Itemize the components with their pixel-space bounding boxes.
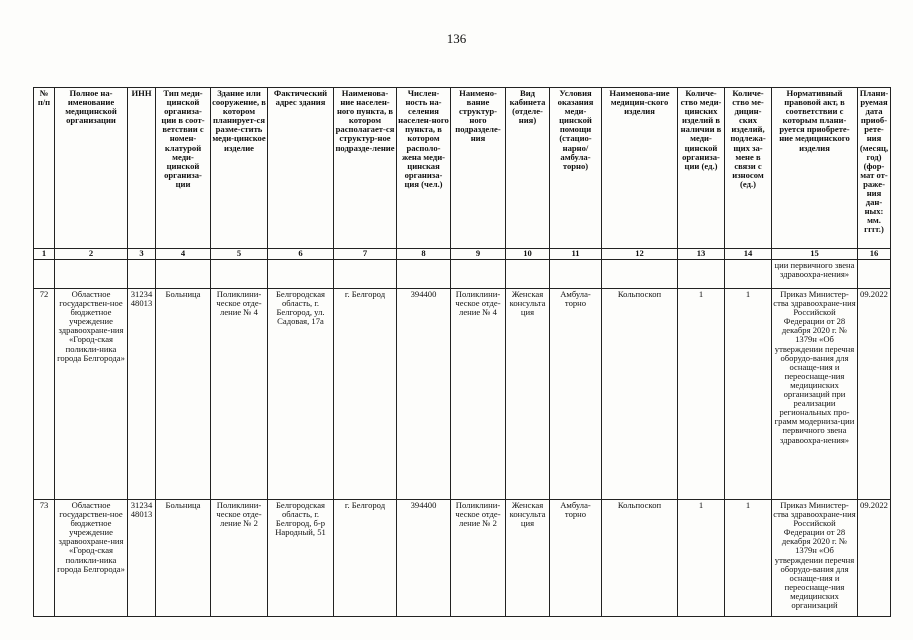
column-number: 15 [772, 249, 858, 260]
care-conditions: Амбула-торно [550, 500, 602, 617]
column-number: 8 [397, 249, 451, 260]
cabinet-type: Женская консульта ция [506, 289, 550, 500]
col-header: ИНН [128, 88, 156, 249]
settlement: г. Белгород [334, 500, 397, 617]
row-number: 73 [34, 500, 55, 617]
address: Белгородская область, г. Белгород, ул. Садовая, 17а [268, 289, 334, 500]
purchase-date: 09.2022 [858, 500, 891, 617]
building: Поликлини-ческое отде-ление № 2 [211, 500, 268, 617]
page-number: 136 [446, 31, 467, 46]
qty-replace: 1 [725, 500, 772, 617]
col-header: Нормативный правовой акт, в соответствии с которым плани-руется приобрете-ние медицинского изделия [772, 88, 858, 249]
address: Белгородская область, г. Белгород, б-р Народный, 51 [268, 500, 334, 617]
column-number: 12 [602, 249, 678, 260]
col-header: Фактический адрес здания [268, 88, 334, 249]
col-header: Наименова-ние медицин-ского изделия [602, 88, 678, 249]
column-number-row [34, 249, 891, 260]
org-type: Больница [156, 500, 211, 617]
medical-equipment-table [33, 87, 891, 617]
col-header: Вид кабинета (отделе-ния) [506, 88, 550, 249]
qty-replace: 1 [725, 289, 772, 500]
col-header: Наимено-вание структур-ного подразделе-ния [451, 88, 506, 249]
population: 394400 [397, 500, 451, 617]
building: Поликлини-ческое отде-ление № 4 [211, 289, 268, 500]
legal-act: Приказ Министер-ства здравоохране-ния Российской Федерации от 28 декабря 2020 г. № 1379н «Об утверждении перечня оборудо-вания для оснаще-ния и переоснаще-ния медицинских организаций [772, 500, 858, 617]
column-number: 6 [268, 249, 334, 260]
settlement: г. Белгород [334, 289, 397, 500]
population: 394400 [397, 289, 451, 500]
organization-name: Областное государствен-ное бюджетное учреждение здравоохране-ния «Город-ская поликли-ника города Белгорода» [55, 289, 128, 500]
column-number: 13 [678, 249, 725, 260]
column-number: 11 [550, 249, 602, 260]
col-header: Плани-руемая дата приоб-ретe-ния (месяц, год) (фор-мат от-раже-ния дан-ных: мм. гггг.) [858, 88, 891, 249]
column-number: 14 [725, 249, 772, 260]
inn: 3123448013 [128, 500, 156, 617]
structural-unit: Поликлини-ческое отде-ление № 2 [451, 500, 506, 617]
column-number: 9 [451, 249, 506, 260]
qty-available: 1 [678, 289, 725, 500]
col-header: Условия оказания меди-цинской помощи (стацио-нарно/ амбула-торно) [550, 88, 602, 249]
cabinet-type: Женская консульта ция [506, 500, 550, 617]
org-type: Больница [156, 289, 211, 500]
device-name: Кольпоскоп [602, 289, 678, 500]
column-number: 10 [506, 249, 550, 260]
col-header: Количе-ство меди-цинских изделий в наличии в меди-цинской организа-ции (ед.) [678, 88, 725, 249]
col-header: № п/п [34, 88, 55, 249]
header-row [34, 88, 891, 249]
continuation-row [34, 260, 891, 289]
col-header: Числен-ность на-селения населен-ного пункта, в котором располо-жена меди-цинская организа-ция (чел.) [397, 88, 451, 249]
device-name: Кольпоскоп [602, 500, 678, 617]
continuation-text: ции первичного звена здравоохра-нения» [772, 260, 858, 289]
table-row [34, 500, 891, 617]
column-number: 16 [858, 249, 891, 260]
column-number: 2 [55, 249, 128, 260]
structural-unit: Поликлини-ческое отде-ление № 4 [451, 289, 506, 500]
column-number: 7 [334, 249, 397, 260]
col-header: Количе-ство ме-дицин-ских изделий, подлежа-щих за-мене в связи с износом (ед.) [725, 88, 772, 249]
column-number: 5 [211, 249, 268, 260]
purchase-date: 09.2022 [858, 289, 891, 500]
table-row [34, 289, 891, 500]
qty-available: 1 [678, 500, 725, 617]
col-header: Полное на-именование медицинской организации [55, 88, 128, 249]
column-number: 3 [128, 249, 156, 260]
care-conditions: Амбула-торно [550, 289, 602, 500]
organization-name: Областное государствен-ное бюджетное учреждение здравоохране-ния «Город-ская поликли-ника города Белгорода» [55, 500, 128, 617]
legal-act: Приказ Министер-ства здравоохране-ния Российской Федерации от 28 декабря 2020 г. № 1379н «Об утверждении перечня оборудо-вания для оснаще-ния и переоснаще-ния медицинских организаций при реализации региональных про-грамм модерниза-ции первичного звена здравоохра-нения» [772, 289, 858, 500]
column-number: 4 [156, 249, 211, 260]
inn: 3123448013 [128, 289, 156, 500]
column-number: 1 [34, 249, 55, 260]
row-number: 72 [34, 289, 55, 500]
col-header: Тип меди-цинской организа-ции в соот-ветствии с номен-клатурой меди-цинской организа-ции [156, 88, 211, 249]
col-header: Здание или сооружение, в котором планирует-ся разме-стить меди-цинское изделие [211, 88, 268, 249]
col-header: Наименова-ние населен-ного пункта, в котором располагает-ся структур-ное подразде-ление [334, 88, 397, 249]
